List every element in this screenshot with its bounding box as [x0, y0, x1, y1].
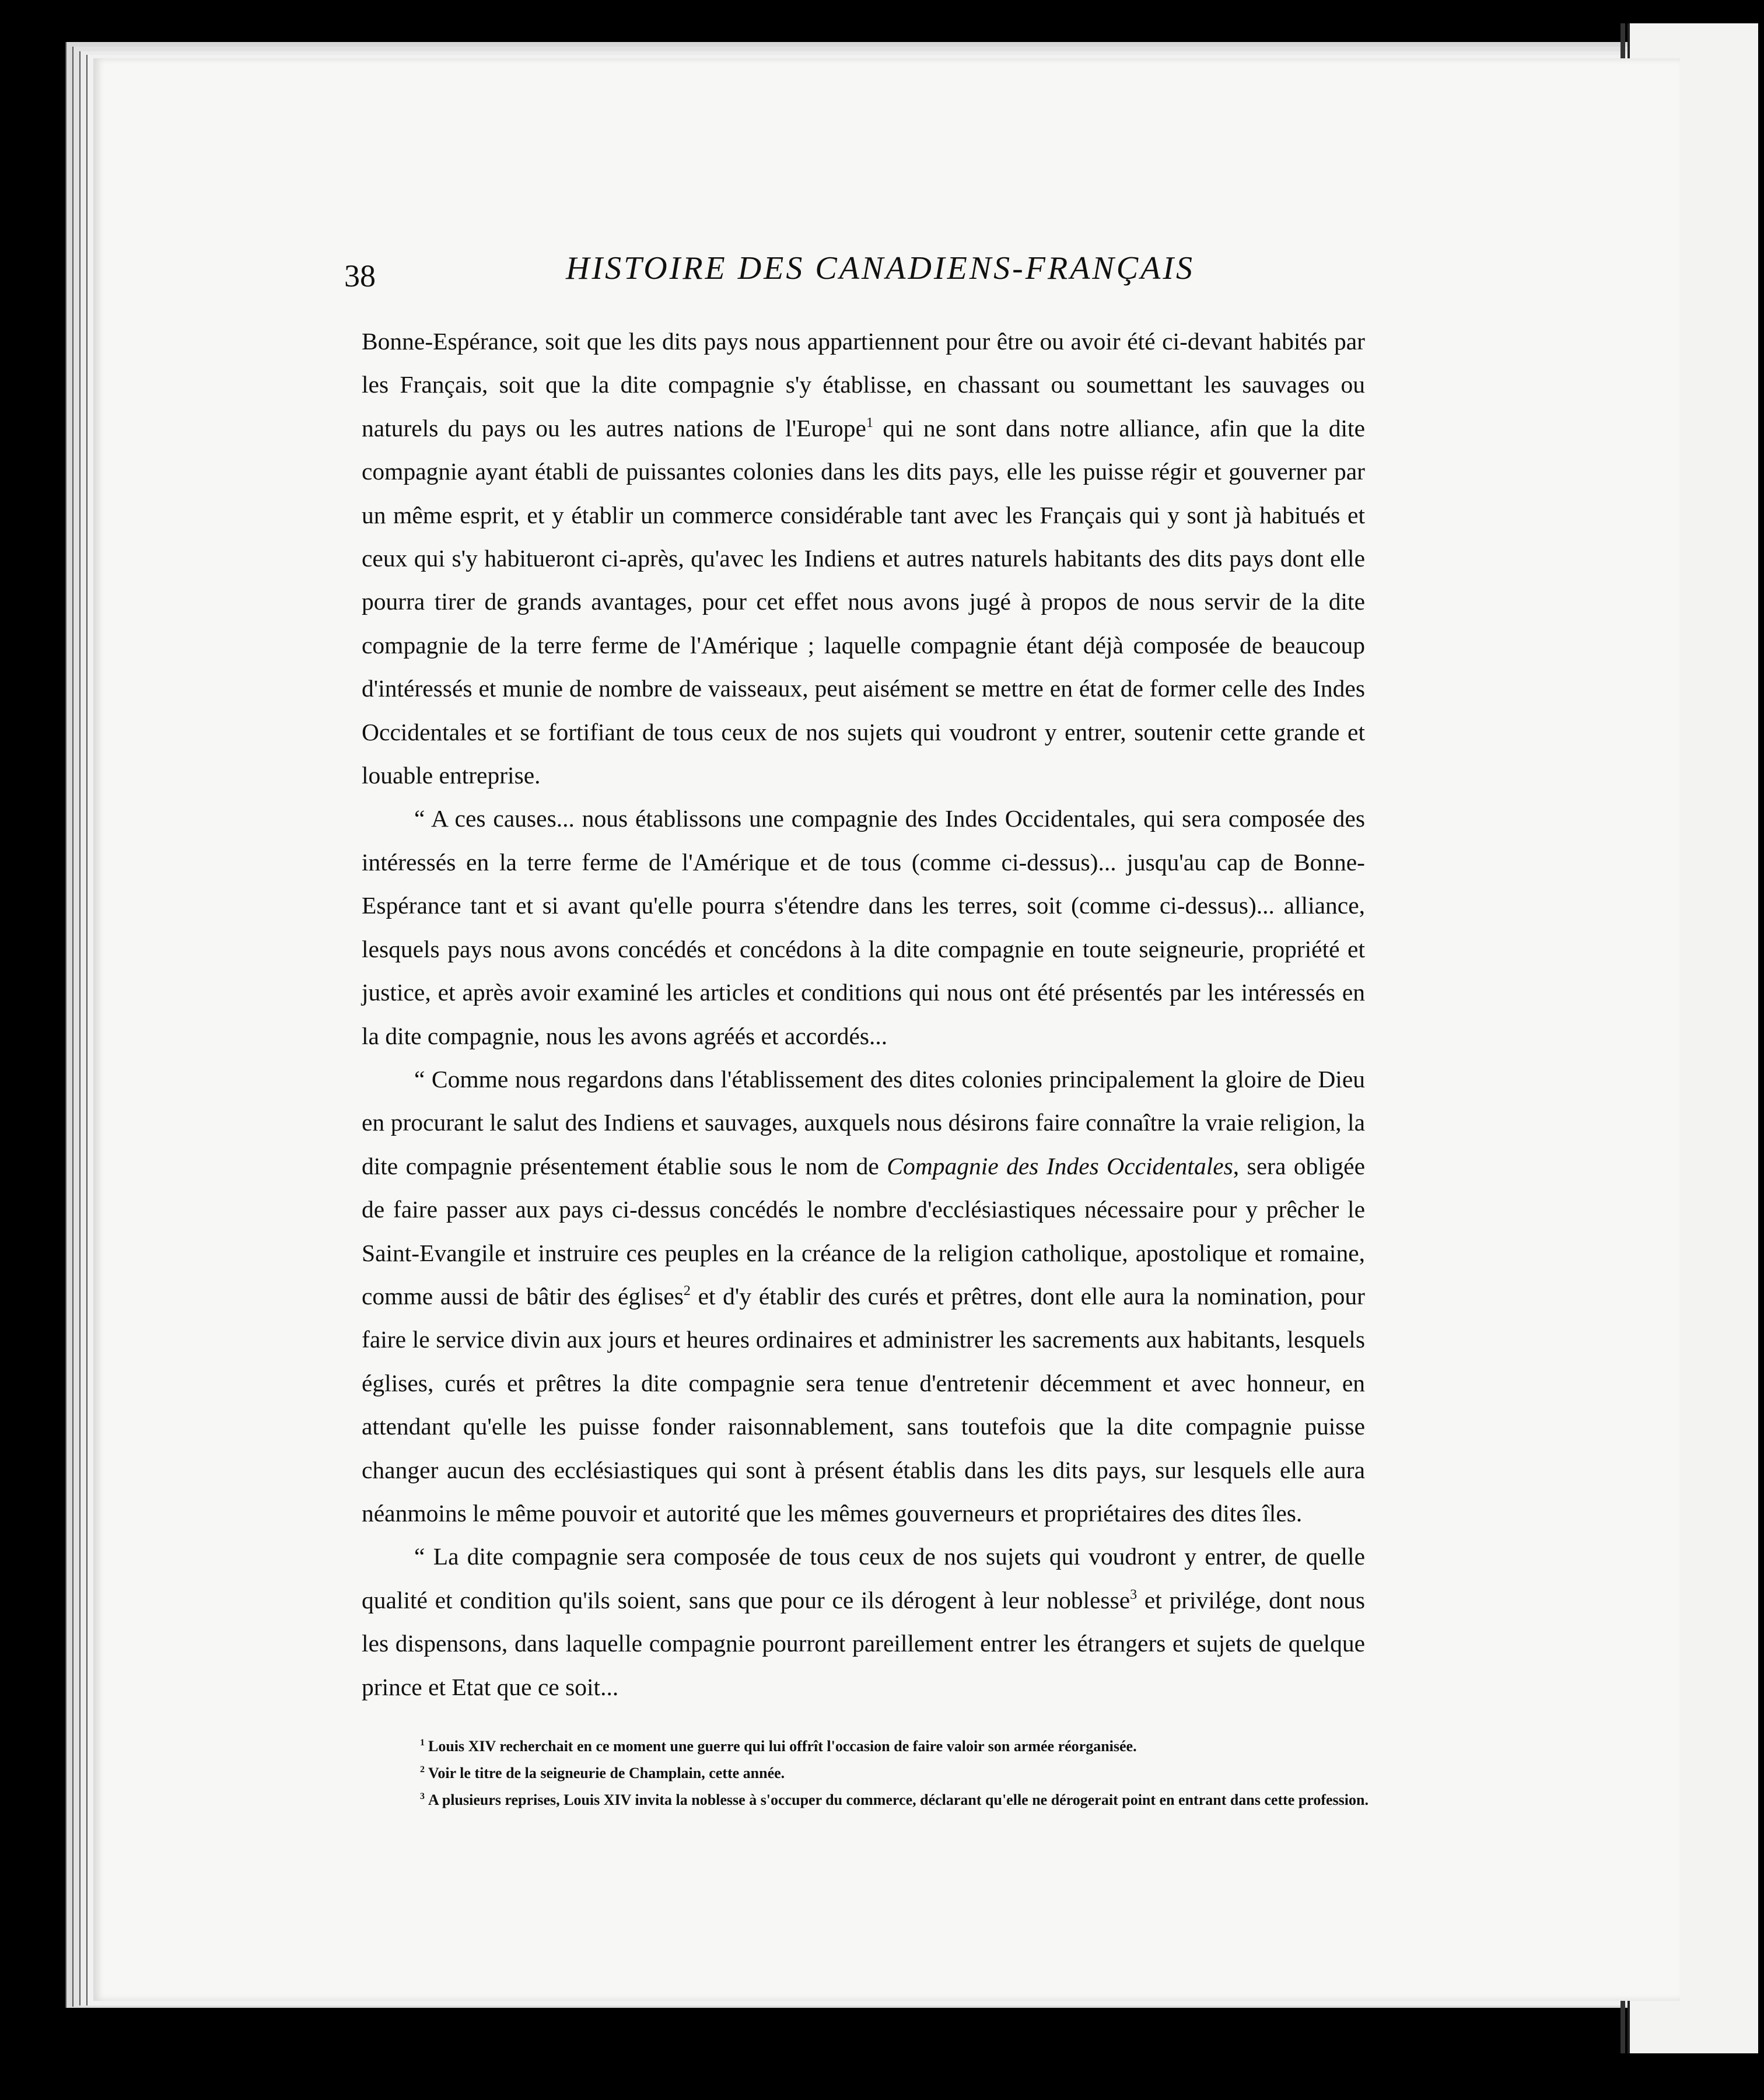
- footnote-number: 2: [420, 1765, 425, 1774]
- footnote-ref: 3: [1130, 1587, 1138, 1602]
- paragraph: [362, 1058, 1365, 1535]
- footnote: [420, 1758, 1377, 1785]
- footnote-text: Voir le titre de la seigneurie de Champlain, cette année.: [428, 1765, 785, 1782]
- text-run: “ Comme nous regardons dans l'établissement des dites colonies principalement la gloire de Dieu en procurant le salut des Indiens et sauvages, auxquels nous désirons faire connaître la vraie religion, la dite compagnie présentement établie sous le nom de: [362, 1065, 1365, 1180]
- page-header: [344, 250, 1558, 296]
- text-run: Bonne-Espérance, soit que les dits pays nous appartiennent pour être ou avoir été ci-devant habités par les Français, soit que la dite compagnie s'y établisse, en chassant ou soumettant les sauvages ou naturels du pays ou les autres nations de l'Europe: [362, 328, 1365, 442]
- footnote-number: 1: [420, 1738, 425, 1748]
- text-run: et d'y établir des curés et prêtres, dont elle aura la nomination, pour faire le service divin aux jours et heures ordinaires et administrer les sacrements aux habitants, lesquels églises, curés et prêtres la dite compagnie sera tenue d'entretenir décemment et avec honneur, en attendant qu'elle les puisse fonder raisonnablement, sans toutefois que la dite compagnie puisse changer aucun des ecclésiastiques qui sont à présent établis dans les dits pays, sur lesquels elle aura néanmoins le même pouvoir et autorité que les mêmes gouverneurs et propriétaires des dites îles.: [362, 1282, 1366, 1527]
- italic-title: Compagnie des Indes Occidentales: [887, 1152, 1233, 1180]
- footnote-text: Louis XIV recherchait en ce moment une guerre qui lui offrît l'occasion de faire valoir son armée réorganisée.: [428, 1738, 1137, 1755]
- paragraph: [362, 320, 1365, 797]
- paragraph: [362, 1535, 1365, 1709]
- footnote: [420, 1785, 1377, 1812]
- running-title: HISTOIRE DES CANADIENS-FRANÇAIS: [566, 250, 1195, 286]
- footnote: [420, 1731, 1377, 1758]
- text-run: et privilége, dont nous les dispensons, dans laquelle compagnie pourront pareillement entrer les étrangers et sujets de quelque prince et Etat que ce soit...: [362, 1586, 1365, 1700]
- text-run: qui ne sont dans notre alliance, afin que la dite compagnie ayant établi de puissantes colonies dans les dits pays, elle les puisse régir et gouverner par un même esprit, et y établir un commerce considérable tant avec les Français qui y sont jà habitués et ceux qui s'y habitueront ci-après, qu'avec les Indiens et autres naturels habitants des dits pays dont elle pourra tirer de grands avantages, pour cet effet nous avons jugé à propos de nous servir de la dite compagnie de la terre ferme de l'Amérique ; laquelle compagnie étant déjà composée de beaucoup d'intéressés et munie de nombre de vaisseaux, peut aisément se mettre en état de former celle des Indes Occidentales et se fortifiant de tous ceux de nos sujets qui voudront y entrer, soutenir cette grande et louable entreprise.: [362, 414, 1365, 789]
- page-number: 38: [344, 258, 376, 293]
- footnote-ref: 1: [866, 415, 873, 430]
- text-run: “ La dite compagnie sera composée de tous ceux de nos sujets qui voudront y entrer, de quelle qualité et condition qu'ils soient, sans que pour ce ils dérogent à leur noblesse: [362, 1543, 1365, 1614]
- footnotes: [420, 1731, 1377, 1812]
- footnote-ref: 2: [683, 1283, 691, 1298]
- text-run: , sera obligée de faire passer aux pays ci-dessus concédés le nombre d'ecclésiastiques nécessaire pour y prêcher le Saint-Evangile et instruire ces peuples en la créance de la religion catholique, apostolique et romaine, comme aussi de bâtir des églises: [362, 1152, 1365, 1310]
- paragraph: “ A ces causes... nous établissons une compagnie des Indes Occidentales, qui sera composée des intéressés en la terre ferme de l'Amérique et de tous (comme ci-dessus)... jusqu'au cap de Bonne-Espérance tant et si avant qu'elle pourra s'étendre dans les terres, soit (comme ci-dessus)... alliance, lesquels pays nous avons concédés et concédons à la dite compagnie en toute seigneurie, propriété et justice, et après avoir examiné les articles et conditions qui nous ont été présentés par les intéressés en la dite compagnie, nous les avons agréés et accordés...: [362, 805, 1365, 1049]
- footnote-text: A plusieurs reprises, Louis XIV invita la noblesse à s'occuper du commerce, déclarant qu'elle ne dérogerait point en entrant dans cette profession.: [428, 1791, 1368, 1808]
- body-text: [362, 320, 1365, 1709]
- footnote-number: 3: [420, 1791, 425, 1801]
